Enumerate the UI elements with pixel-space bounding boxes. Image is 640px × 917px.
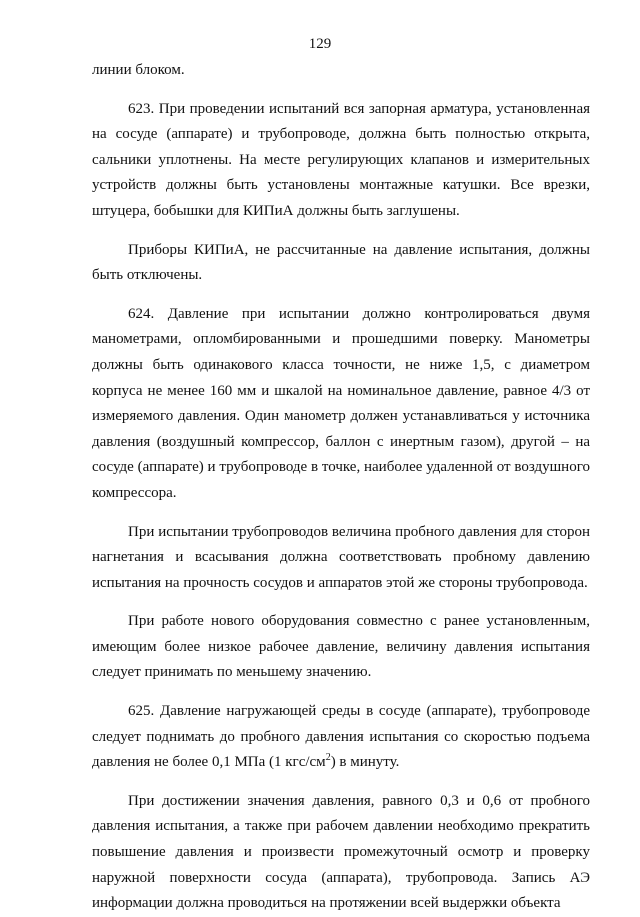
paragraph-624: 624. Давление при испытании должно контролироваться двумя манометрами, опломбированными и прошедшими поверку. Манометры должны быть одинакового класса точности, не ниже 1,5, с диаметром корпуса не менее 160 мм и шкалой на номинальное давление, равное 4/3 от измеряемого давления. Один манометр должен устанавливаться у источника давления (воздушный компрессор, баллон с инертным газом), другой – на сосуде (аппарате) и трубопроводе в точке, наиболее удаленной от воздушного компрессора. — [92, 305, 590, 501]
paragraph-625-text-end: ) в минуту. — [330, 754, 400, 771]
paragraph-625-text-start: 625. Давление нагружающей среды в сосуде (аппарате), трубопроводе следует поднимать до пробного давления испытания со скоростью подъема давления не более 0,1 МПа (1 кгс/см — [92, 703, 590, 771]
paragraph-kipia-disconnect: Приборы КИПиА, не рассчитанные на давление испытания, должны быть отключены. — [92, 241, 590, 284]
paragraph-625 — [92, 699, 590, 776]
paragraph-new-equipment: При работе нового оборудования совместно с ранее установленным, имеющим более низкое рабочее давление, величину давления испытания следует принимать по меньшему значению. — [92, 613, 590, 681]
page-number: 129 — [308, 36, 332, 52]
document-body — [92, 58, 590, 917]
superscript-2: 2 — [325, 752, 331, 764]
paragraph-continuation: линии блоком. — [92, 62, 185, 78]
paragraph-intermediate-inspection: При достижении значения давления, равного 0,3 и 0,6 от пробного давления испытания, а также при рабочем давлении необходимо прекратить повышение давления и произвести промежуточный осмотр и проверку наружной поверхности сосуда (аппарата), трубопровода. Запись АЭ информации должна проводиться на протяжении всей выдержки объекта — [92, 792, 590, 912]
paragraph-623: 623. При проведении испытаний вся запорная арматура, установленная на сосуде (аппарате) и трубопроводе, должна быть полностью открыта, сальники уплотнены. На месте регулирующих клапанов и измерительных устройств должны быть установлены монтажные катушки. Все врезки, штуцера, бобышки для КИПиА должны быть заглушены. — [92, 100, 590, 219]
paragraph-pipeline-test-pressure: При испытании трубопроводов величина пробного давления для сторон нагнетания и всасывания должна соответствовать пробному давлению испытания на прочность сосудов и аппаратов этой же стороны трубопровода. — [92, 523, 590, 591]
